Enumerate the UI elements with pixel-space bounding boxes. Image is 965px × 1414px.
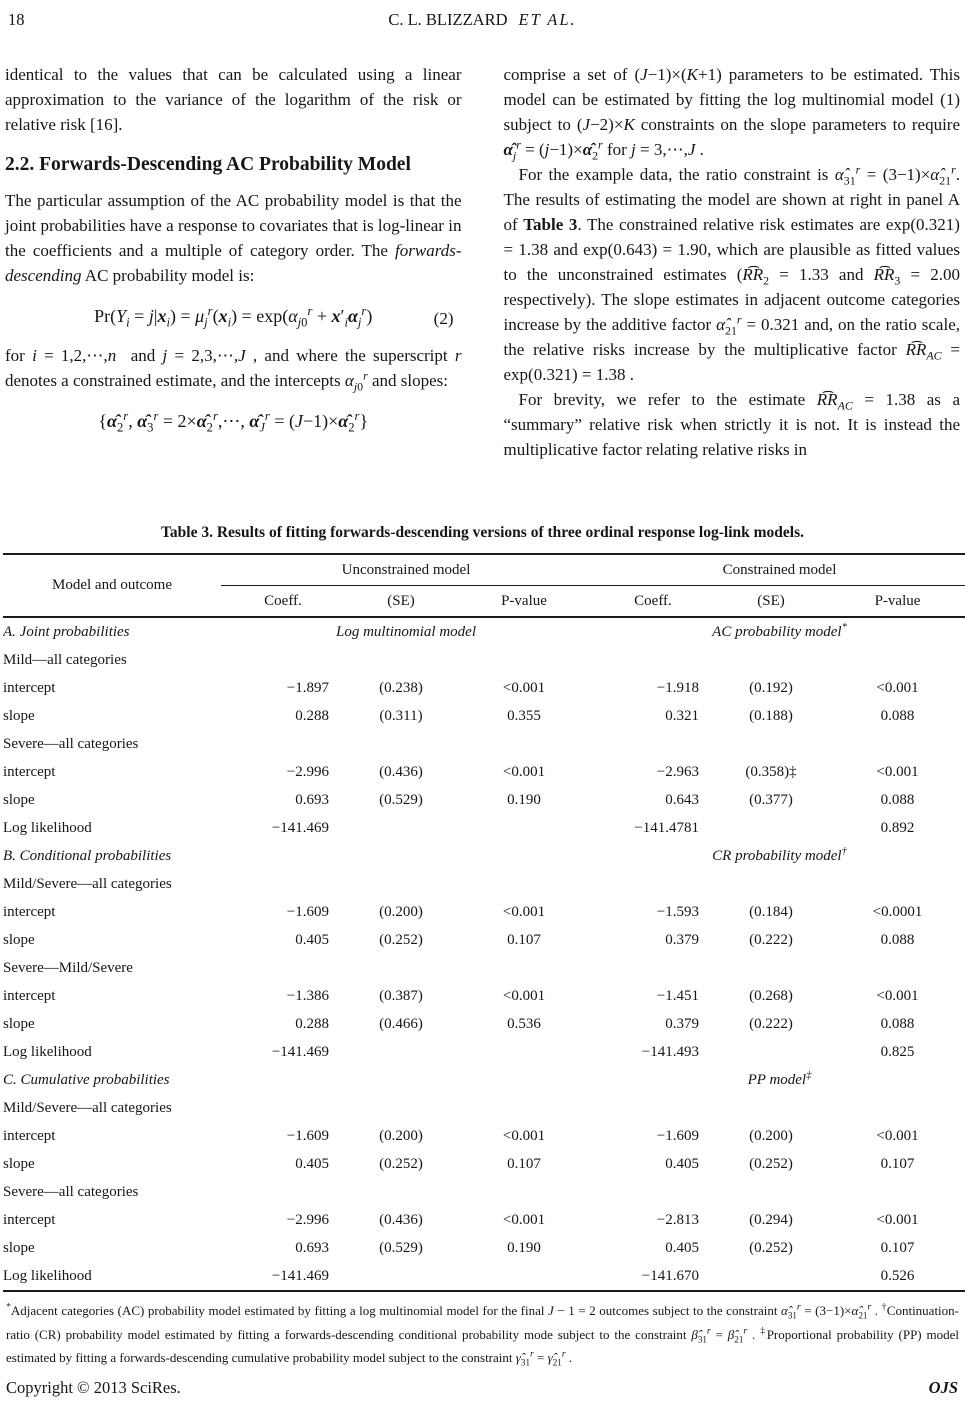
coeff-cell: 0.405 xyxy=(665,1239,699,1256)
table-group-header-row xyxy=(3,554,965,586)
coeff-cell: −141.4781 xyxy=(634,819,699,836)
pvalue-cell: 0.355 xyxy=(507,707,541,724)
paragraph-ac-model: The particular assumption of the AC probability model is that the joint probabilities have a response to covariates that is log-linear in the coefficients and a multiple of category order. The forwards-descending AC probability model is: xyxy=(5,191,462,285)
loglik-row xyxy=(3,1262,965,1291)
pvalue-cell: <0.001 xyxy=(502,987,546,1004)
data-row xyxy=(3,1206,965,1234)
coeff-cell: −141.469 xyxy=(271,1267,329,1284)
pvalue-cell: 0.088 xyxy=(880,707,915,724)
group-name: Mild/Severe—all categories xyxy=(3,875,172,892)
equation-2 xyxy=(5,301,462,331)
loglik-row xyxy=(3,814,965,842)
table-footnote: *Adjacent categories (AC) probability model estimated by fitting a log multinomial model for the final J − 1 = 2 outcomes subject to the constraint $\alphâ_{31}^r$ = $(3-1)\times\alphâ_{21}^r$ . †Continuation-ratio (CR) probability model estimated by fitting a forwards-descending conditional probability mode subject to the constraint $\betâ_{31}^r$ = $\betâ_{21}^r$ . ‡Proportional probability (PP) model estimated by fitting a forwards-descending cumulative probability model subject to the constraint $\gammâ_{31}^r$ = $\gammâ_{21}^r$ . xyxy=(6,1301,959,1368)
coeff-cell: 0.379 xyxy=(665,1015,699,1032)
column-header-pvalue: P-value xyxy=(457,586,591,618)
running-head-etal: ET AL. xyxy=(518,10,577,29)
stub-header: Model and outcome xyxy=(3,554,221,617)
section-heading: 2.2. Forwards-Descending AC Probability Model xyxy=(5,154,411,175)
two-column-body xyxy=(3,62,962,500)
panel-header-row xyxy=(3,842,965,870)
se-cell: (0.294) xyxy=(749,1211,793,1228)
equation-2-formula: $Pr(Y_i = j|x_i) = \mu_j^r(x_i) = \exp(\alpha_{j0}^r + x'_i\alpha_j^r)$ xyxy=(94,304,373,330)
coeff-cell: 0.321 xyxy=(665,707,699,724)
loglik-row xyxy=(3,1038,965,1066)
row-label: intercept xyxy=(3,903,56,920)
right-column xyxy=(504,62,961,500)
coeff-cell: 0.693 xyxy=(295,1239,329,1256)
group-name: Severe—Mild/Severe xyxy=(3,959,133,976)
se-cell: (0.436) xyxy=(379,1211,423,1228)
pvalue-cell xyxy=(457,1262,591,1291)
pvalue-cell: 0.107 xyxy=(880,1239,915,1256)
coeff-cell: −141.670 xyxy=(641,1267,699,1284)
model-label-constrained: CR probability model† xyxy=(712,845,847,864)
se-cell: (0.387) xyxy=(379,987,423,1004)
paragraph-brevity: For brevity, we refer to the estimate $R͡R_{AC} = 1.38$ as a “summary” relative risk when strictly it is not. It is instead the multiplicative factor relating relative risks in xyxy=(503,390,960,459)
running-head-authors: C. L. BLIZZARD xyxy=(388,10,508,29)
se-cell: (0.252) xyxy=(379,1155,423,1172)
data-row xyxy=(3,1122,965,1150)
group-header-unconstrained: Unconstrained model xyxy=(221,554,591,586)
group-row xyxy=(3,1178,965,1206)
coeff-cell: 0.288 xyxy=(295,1015,329,1032)
se-cell: (0.192) xyxy=(749,679,793,696)
page-footer xyxy=(6,1378,958,1398)
column-header-pvalue: P-value xyxy=(827,586,965,618)
se-cell xyxy=(715,814,827,842)
coeff-cell: −1.609 xyxy=(286,1127,329,1144)
se-cell: (0.252) xyxy=(749,1239,793,1256)
group-header-constrained: Constrained model xyxy=(591,554,965,586)
data-row xyxy=(3,1150,965,1178)
se-cell xyxy=(715,1038,827,1066)
pvalue-cell: 0.536 xyxy=(507,1015,541,1032)
se-cell xyxy=(715,1262,827,1291)
coeff-cell: 0.379 xyxy=(665,931,699,948)
pvalue-cell: <0.001 xyxy=(502,763,546,780)
coeff-cell: −1.918 xyxy=(656,679,699,696)
group-name: Severe—all categories xyxy=(3,735,139,752)
page-header xyxy=(3,10,962,34)
equation-slopes-formula: {$\alphâ_2^r$, $\alphâ_3^r$ = $2\times\alphâ_2^r,\cdots$, $\alphâ_J^r$ = $(J-1)\times\alphâ_2^r$} xyxy=(98,409,369,435)
panel-title: A. Joint probabilities xyxy=(3,623,130,640)
se-cell: (0.200) xyxy=(749,1127,793,1144)
loglik-label: Log likelihood xyxy=(3,1267,92,1284)
se-cell: (0.252) xyxy=(749,1155,793,1172)
se-cell xyxy=(345,814,457,842)
model-label-constrained: PP model‡ xyxy=(747,1069,812,1088)
coeff-cell: −2.996 xyxy=(286,763,329,780)
data-row xyxy=(3,926,965,954)
row-label: slope xyxy=(3,1155,35,1172)
pvalue-cell: <0.001 xyxy=(876,987,919,1004)
data-row xyxy=(3,674,965,702)
se-cell: (0.311) xyxy=(379,707,423,724)
row-label: intercept xyxy=(3,763,56,780)
pvalue-cell: 0.088 xyxy=(880,1015,915,1032)
column-header-coeff: Coeff. xyxy=(591,586,715,618)
journal-abbreviation: OJS xyxy=(928,1378,958,1397)
coeff-cell: −141.469 xyxy=(271,1043,329,1060)
pvalue-cell: <0.001 xyxy=(876,679,919,696)
loglik-label: Log likelihood xyxy=(3,1043,92,1060)
left-column xyxy=(5,62,462,500)
pvalue-cell: <0.001 xyxy=(876,1127,919,1144)
pvalue-cell: 0.190 xyxy=(507,1239,541,1256)
pvalue-cell: 0.825 xyxy=(880,1043,915,1060)
coeff-cell: −1.593 xyxy=(656,903,699,920)
table-body xyxy=(3,617,965,1291)
coeff-cell: 0.288 xyxy=(295,707,329,724)
se-cell: (0.529) xyxy=(379,791,423,808)
group-name: Severe—all categories xyxy=(3,1183,139,1200)
page-number: 18 xyxy=(8,10,25,29)
panel-title: B. Conditional probabilities xyxy=(3,847,172,864)
coeff-cell: −141.469 xyxy=(271,819,329,836)
pvalue-cell: <0.001 xyxy=(502,903,546,920)
data-row xyxy=(3,898,965,926)
pvalue-cell xyxy=(457,1038,591,1066)
column-header-coeff: Coeff. xyxy=(221,586,345,618)
se-cell: (0.529) xyxy=(379,1239,423,1256)
coeff-cell: 0.693 xyxy=(295,791,329,808)
se-cell: (0.466) xyxy=(379,1015,423,1032)
coeff-cell: −1.609 xyxy=(656,1127,699,1144)
coeff-cell: 0.405 xyxy=(295,931,329,948)
row-label: intercept xyxy=(3,679,56,696)
panel-header-row xyxy=(3,617,965,646)
model-label-unconstrained xyxy=(221,1066,591,1094)
panel-header-row xyxy=(3,1066,965,1094)
data-row xyxy=(3,786,965,814)
row-label: slope xyxy=(3,1239,35,1256)
se-cell: (0.238) xyxy=(379,679,423,696)
row-label: intercept xyxy=(3,1127,56,1144)
coeff-cell: −1.386 xyxy=(286,987,329,1004)
model-label-unconstrained xyxy=(221,842,591,870)
se-cell: (0.252) xyxy=(379,931,423,948)
equation-2-number: (2) xyxy=(433,309,454,328)
row-label: intercept xyxy=(3,987,56,1004)
pvalue-cell: 0.107 xyxy=(507,1155,541,1172)
paragraph-example-data: For the example data, the ratio constraint is $\alphâ_{31}^r$ = $(3-1)\times\alphâ_{21}^r$. The results of estimating the model are shown at right in panel A of Table 3. The constrained relative risk estimates are exp(0.321) = 1.38 and exp(0.643) = 1.90, which are plausible as fitted values to the unconstrained estimates ($R͡R_2 = 1.33$ and $R͡R_3 = 2.00$ respectively). The slope estimates in adjacent outcome categories increase by the additive factor $\alphâ_{21}^r = 0.321$ and, on the ratio scale, the relative risks increase by the multiplicative factor $R͡R_{AC} = \exp(0.321) = 1.38$ . xyxy=(503,162,961,384)
pvalue-cell: <0.001 xyxy=(876,1211,919,1228)
se-cell xyxy=(345,1038,457,1066)
panel-title: C. Cumulative probabilities xyxy=(3,1071,170,1088)
se-cell: (0.268) xyxy=(749,987,793,1004)
pvalue-cell: <0.001 xyxy=(502,1211,546,1228)
se-cell xyxy=(345,1262,457,1291)
row-label: slope xyxy=(3,791,35,808)
pvalue-cell: <0.001 xyxy=(502,679,546,696)
group-row xyxy=(3,1094,965,1122)
pvalue-cell: 0.107 xyxy=(880,1155,915,1172)
row-label: slope xyxy=(3,707,35,724)
data-row xyxy=(3,982,965,1010)
group-row xyxy=(3,646,965,674)
row-label: slope xyxy=(3,931,35,948)
model-label-constrained: AC probability model* xyxy=(712,621,847,640)
copyright-text: Copyright © 2013 SciRes. xyxy=(6,1378,181,1397)
results-table xyxy=(3,553,965,1292)
column-header-se: (SE) xyxy=(345,586,457,618)
pvalue-cell: 0.190 xyxy=(507,791,541,808)
se-cell: (0.222) xyxy=(749,1015,793,1032)
group-row xyxy=(3,730,965,758)
paragraph-parameters: comprise a set of (J−1)×(K+1) parameters to be estimated. This model can be estimated by fitting the log multinomial model (1) subject to (J−2)×K constraints on the slope parameters to require $\alphâ_j^r$ = $(j-1)\times\alphâ_2^r$ for j = 3,⋯,J . xyxy=(503,65,961,163)
paragraph-superscript-note: for i = 1,2,⋯,n and j = 2,3,⋯,J , and where the superscript r denotes a constrained estimate, and the intercepts $\alpha_{j0}^r$ and slopes: xyxy=(5,346,462,394)
model-label-unconstrained: Log multinomial model xyxy=(335,623,476,640)
coeff-cell: −2.963 xyxy=(656,763,699,780)
pvalue-cell: 0.892 xyxy=(880,819,915,836)
se-cell: (0.377) xyxy=(749,791,793,808)
group-name: Mild/Severe—all categories xyxy=(3,1099,172,1116)
pvalue-cell: <0.0001 xyxy=(872,903,923,920)
se-cell: (0.436) xyxy=(379,763,423,780)
table-caption: Table 3. Results of fitting forwards-descending versions of three ordinal response log-link models. xyxy=(161,524,804,541)
coeff-cell: −1.897 xyxy=(286,679,329,696)
pvalue-cell: 0.088 xyxy=(880,931,915,948)
se-cell: (0.200) xyxy=(379,1127,423,1144)
group-row xyxy=(3,954,965,982)
se-cell: (0.184) xyxy=(749,903,793,920)
row-label: slope xyxy=(3,1015,35,1032)
pvalue-cell: 0.526 xyxy=(880,1267,915,1284)
group-row xyxy=(3,870,965,898)
data-row xyxy=(3,758,965,786)
paragraph-continuation: identical to the values that can be calculated using a linear approximation to the variance of the logarithm of the risk or relative risk [16]. xyxy=(5,65,462,134)
data-row xyxy=(3,1234,965,1262)
coeff-cell: 0.643 xyxy=(665,791,699,808)
se-cell: (0.222) xyxy=(749,931,793,948)
coeff-cell: 0.405 xyxy=(295,1155,329,1172)
column-header-se: (SE) xyxy=(715,586,827,618)
pvalue-cell: 0.088 xyxy=(880,791,915,808)
coeff-cell: −2.813 xyxy=(656,1211,699,1228)
data-row xyxy=(3,1010,965,1038)
coeff-cell: −2.996 xyxy=(286,1211,329,1228)
running-head xyxy=(3,10,962,30)
se-cell: (0.358)‡ xyxy=(745,763,797,780)
row-label: intercept xyxy=(3,1211,56,1228)
pvalue-cell: 0.107 xyxy=(507,931,541,948)
coeff-cell: −1.609 xyxy=(286,903,329,920)
pvalue-cell: <0.001 xyxy=(876,763,919,780)
group-name: Mild—all categories xyxy=(3,651,127,668)
pvalue-cell: <0.001 xyxy=(502,1127,546,1144)
pvalue-cell xyxy=(457,814,591,842)
se-cell: (0.200) xyxy=(379,903,423,920)
coeff-cell: 0.405 xyxy=(665,1155,699,1172)
se-cell: (0.188) xyxy=(749,707,793,724)
coeff-cell: −1.451 xyxy=(656,987,699,1004)
coeff-cell: −141.493 xyxy=(641,1043,699,1060)
data-row xyxy=(3,702,965,730)
loglik-label: Log likelihood xyxy=(3,819,92,836)
equation-slopes xyxy=(5,406,462,436)
